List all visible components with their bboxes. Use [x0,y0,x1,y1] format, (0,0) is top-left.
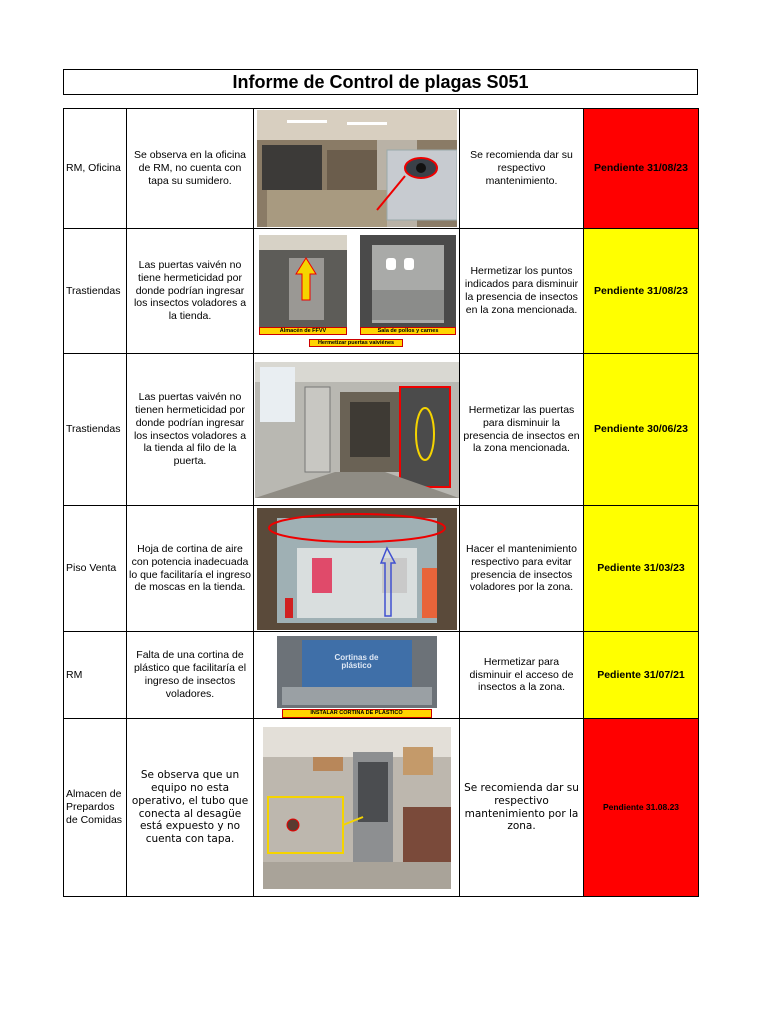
plastic-curtain-photo [272,632,442,718]
curtain-label: Cortinas de plástico [334,653,379,670]
photo-caption: Hermetizar puertas vaiviénes [309,339,403,348]
recommendation-cell: Hermetizar para disminuir el acceso de insectos a la zona. [460,632,584,719]
recommendation-cell: Hermetizar las puertas para disminuir la presencia de insectos en la zona mencionada. [460,354,584,506]
table-row [64,632,699,719]
table-row [64,109,699,229]
table-row [64,354,699,506]
photo-caption: Almacén de FFVV [259,327,347,336]
air-curtain-photo [257,508,457,630]
page-title: Informe de Control de plagas S051 [63,69,698,95]
office-drain-photo [257,110,457,227]
photo-cell [254,719,460,897]
recommendation-cell: Se recomienda dar su respectivo mantenimiento por la zona. [460,719,584,897]
area-cell: RM, Oficina [64,109,127,229]
observation-cell: Las puertas vaivén no tienen hermeticidad por donde podrían ingresar los insectos voladores a la tienda al filo de la puerta. [127,354,254,506]
status-cell: Pendiente 31/08/23 [584,229,699,354]
status-cell: Pendiente 31.08.23 [584,719,699,897]
recommendation-cell: Se recomienda dar su respectivo mantenimiento. [460,109,584,229]
photo-caption: Sala de pollos y carnes [360,327,456,336]
status-cell: Pediente 31/03/23 [584,506,699,632]
status-cell: Pediente 31/07/21 [584,632,699,719]
table-row [64,719,699,897]
recommendation-cell: Hermetizar los puntos indicados para disminuir la presencia de insectos en la zona mencionada. [460,229,584,354]
area-cell: Trastiendas [64,354,127,506]
photo-cell [254,632,460,719]
table-row [64,229,699,354]
photo-cell [254,229,460,354]
observation-cell: Se observa en la oficina de RM, no cuenta con tapa su sumidero. [127,109,254,229]
pest-control-table [63,108,699,897]
area-cell: Trastiendas [64,229,127,354]
photo-cell [254,506,460,632]
swing-doors-photos [254,230,460,353]
photo-cell [254,354,460,506]
area-cell: Almacen de Prepardos de Comidas [64,719,127,897]
corridor-doors-photo [255,362,459,498]
kitchen-equipment-photo [263,727,451,889]
observation-cell: Se observa que un equipo no esta operativo, el tubo que conecta al desagüe está expuesto y no cuenta con tapa. [127,719,254,897]
table-row [64,506,699,632]
area-cell: Piso Venta [64,506,127,632]
observation-cell: Las puertas vaivén no tiene hermeticidad por donde podrían ingresar los insectos voladores a la tienda. [127,229,254,354]
status-cell: Pendiente 30/06/23 [584,354,699,506]
area-cell: RM [64,632,127,719]
observation-cell: Hoja de cortina de aire con potencia inadecuada lo que facilitaría el ingreso de moscas en la tienda. [127,506,254,632]
recommendation-cell: Hacer el mantenimiento respectivo para evitar presencia de insectos voladores por la zona. [460,506,584,632]
status-cell: Pendiente 31/08/23 [584,109,699,229]
observation-cell: Falta de una cortina de plástico que facilitaría el ingreso de insectos voladores. [127,632,254,719]
photo-cell [254,109,460,229]
photo-caption: INSTALAR CORTINA DE PLÁSTICO [282,709,432,718]
